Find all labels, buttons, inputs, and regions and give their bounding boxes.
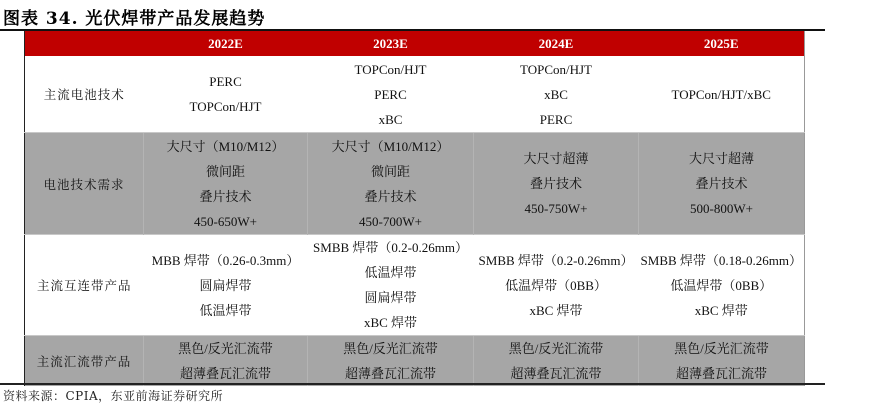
header-2025e: 2025E [639,31,805,56]
cell-line: 大尺寸超薄 [688,151,754,166]
cell-line: SMBB 焊带（0.18-0.26mm） [640,252,802,268]
cell-line: 黑色/反光汇流带 [674,341,769,356]
table-row [25,56,805,133]
cell-line: SMBB 焊带（0.2-0.26mm） [313,240,468,255]
table-row [25,133,805,235]
row-label: 主流互连带产品 [25,235,144,336]
cell-line: 大尺寸超薄 [523,151,589,166]
header-2022e: 2022E [144,31,308,56]
cell-line: 大尺寸（M10/M12） [166,138,285,154]
table-cell [639,56,805,133]
table-cell [308,56,474,133]
table-cell [639,235,805,336]
cell-line: 叠片技术 [695,176,748,191]
source-note: 资料来源：CPIA，东亚前海证券研究所 [3,389,224,403]
header-corner [25,31,144,56]
cell-line: MBB 焊带（0.26-0.3mm） [151,252,300,268]
header-2023e: 2023E [308,31,474,56]
cell-line: 微间距 [370,163,410,179]
cell-line: 微间距 [205,163,245,179]
cell-line: TOPCon/HJT [520,61,592,77]
cell-line: 黑色/反光汇流带 [508,341,604,356]
table-cell [144,133,308,235]
cell-line: 450-700W+ [359,213,422,229]
header-2024e: 2024E [474,31,639,56]
table-cell [144,235,308,336]
cell-line: 圆扁焊带 [364,290,417,305]
row-label: 主流电池技术 [25,56,144,133]
table-cell [474,133,639,235]
figure-title: 图表 34. 光伏焊带产品发展趋势 [3,9,266,29]
cell-line: 低温焊带（0BB） [505,277,607,293]
cell-line: 450-650W+ [194,213,257,229]
cell-line: 叠片技术 [199,188,252,204]
cell-line: 低温焊带 [199,302,252,318]
cell-line: 黑色/反光汇流带 [178,341,273,356]
cell-line: xBC 焊带 [363,315,418,330]
table-cell [308,133,474,235]
cell-line: 超薄叠瓦汇流带 [179,366,271,381]
cell-line: xBC 焊带 [694,302,748,318]
cell-line: TOPCon/HJT [354,61,427,77]
table-cell [144,56,308,133]
cell-line: PERC [209,74,242,89]
cell-line: 圆扁焊带 [199,277,252,293]
table-row [25,235,805,336]
cell-line: xBC 焊带 [529,302,583,318]
cell-line: 500-800W+ [690,201,753,216]
table-cell [639,336,805,387]
header-row [25,31,805,56]
cell-line: PERC [539,111,573,127]
cell-line: 450-750W+ [524,201,588,216]
table-cell [474,235,639,336]
row-label: 主流汇流带产品 [25,336,144,387]
cell-line: 黑色/反光汇流带 [343,341,438,356]
table-cell [474,56,639,133]
table-row [25,336,805,387]
cell-line: xBC [378,111,403,127]
row-label: 电池技术需求 [25,133,144,235]
cell-line: SMBB 焊带（0.2-0.26mm） [478,252,634,268]
cell-line: TOPCon/HJT/xBC [671,86,771,102]
cell-line: 低温焊带 [364,265,417,280]
cell-line: TOPCon/HJT [189,99,262,114]
cell-line: 低温焊带（0BB） [670,277,773,293]
cell-line: 超薄叠瓦汇流带 [675,366,767,381]
table-cell [308,235,474,336]
cell-line: PERC [374,86,407,102]
bottom-rule [0,383,825,385]
cell-line: 超薄叠瓦汇流带 [510,366,602,381]
cell-line: 叠片技术 [364,188,417,204]
table-cell [308,336,474,387]
trend-table [24,31,805,386]
cell-line: xBC [544,86,568,102]
table-cell [474,336,639,387]
cell-line: 叠片技术 [529,176,582,191]
cell-line: 大尺寸（M10/M12） [331,138,450,154]
cell-line: 超薄叠瓦汇流带 [344,366,436,381]
table-cell [639,133,805,235]
table-cell [144,336,308,387]
